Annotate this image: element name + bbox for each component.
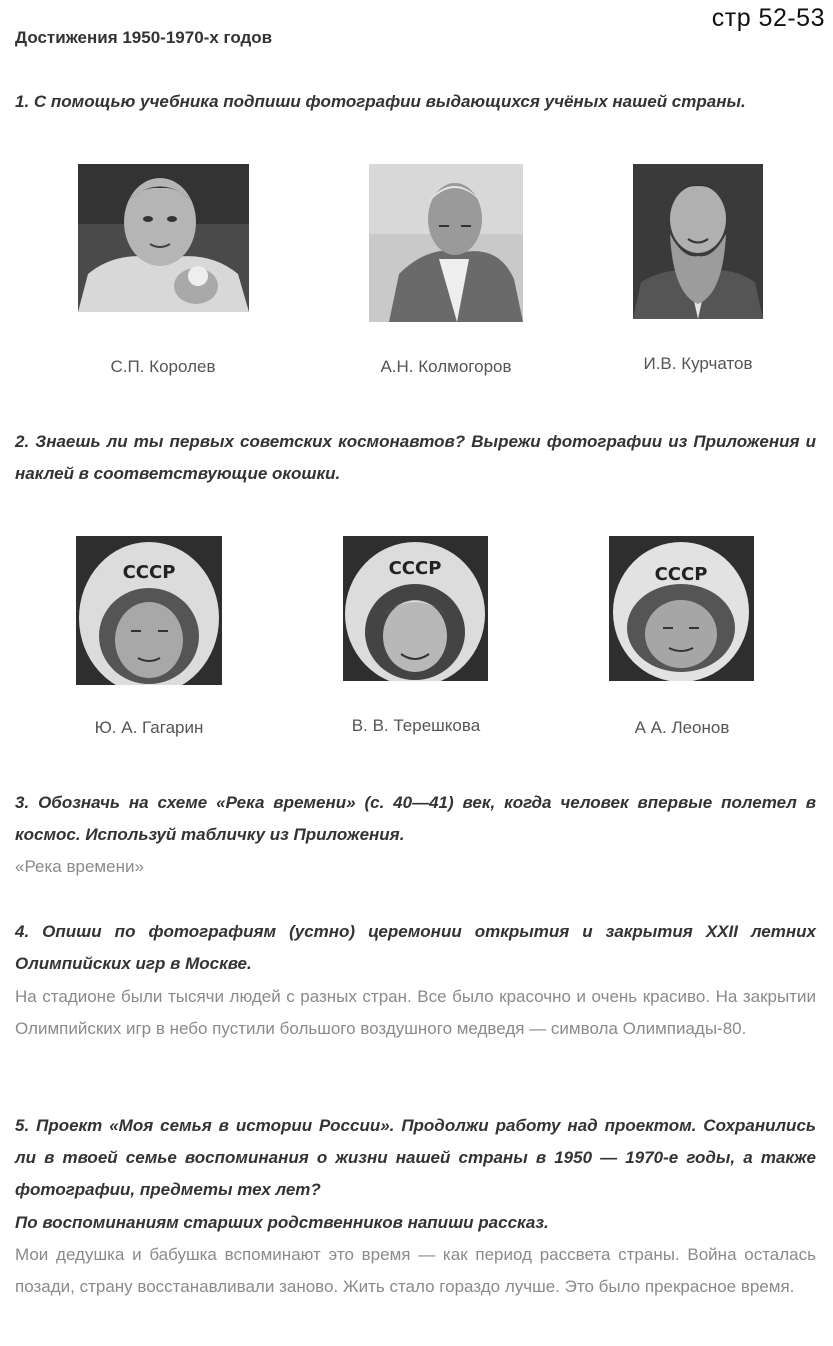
question-5-task: По воспоминаниям старших родственников напиши рассказ. — [15, 1213, 549, 1232]
svg-text:СССР: СССР — [388, 558, 442, 579]
question-2: 2. Знаешь ли ты первых советских космонавтов? Вырежи фотографии из Приложения и наклей в соответствующие окошки. — [15, 432, 816, 483]
question-1: 1. С помощью учебника подпиши фотографии выдающихся учёных нашей страны. — [15, 92, 746, 111]
photo-leonov — [609, 536, 754, 681]
question-5: 5. Проект «Моя семья в истории России». Продолжи работу над проектом. Сохранились ли в твоей семье воспоминания о жизни нашей страны в 1950 — 1970-е годы, а также фотографии, предметы тех лет? — [15, 1116, 816, 1199]
caption-kurchatov: И.В. Курчатов — [643, 354, 753, 373]
caption-kolmogorov: А.Н. Колмогоров — [380, 357, 512, 376]
photo-kolmogorov — [369, 164, 523, 322]
svg-text:СССР: СССР — [122, 562, 176, 583]
caption-gagarin: Ю. А. Гагарин — [94, 718, 204, 737]
answer-5: Мои дедушка и бабушка вспоминают это время — как период рассвета страны. Война осталась позади, страну восстанавливали заново. Жить стало гораздо лучше. Это было прекрасное время. — [15, 1245, 816, 1296]
caption-tereshkova: В. В. Терешкова — [351, 716, 481, 735]
photo-gagarin — [76, 536, 222, 685]
caption-leonov: А А. Леонов — [634, 718, 730, 737]
svg-text:СССР: СССР — [654, 564, 708, 585]
page-title: Достижения 1950-1970-х годов — [15, 28, 273, 47]
question-3: 3. Обозначь на схеме «Река времени» (с. 40—41) век, когда человек впервые полетел в космос. Используй табличку из Приложения. — [15, 793, 816, 844]
page-number: стр 52-53 — [711, 4, 825, 32]
caption-korolev: С.П. Королев — [110, 357, 216, 376]
answer-3: «Река времени» — [15, 857, 144, 876]
photo-tereshkova — [343, 536, 488, 681]
photo-korolev — [78, 164, 249, 312]
answer-4: На стадионе были тысячи людей с разных стран. Все было красочно и очень красиво. На закрытии Олимпийских игр в небо пустили большого воздушного медведя — символа Олимпиады-80. — [15, 987, 816, 1038]
question-4: 4. Опиши по фотографиям (устно) церемонии открытия и закрытия XXII летних Олимпийских игр в Москве. — [15, 922, 816, 973]
photo-kurchatov — [633, 164, 763, 319]
